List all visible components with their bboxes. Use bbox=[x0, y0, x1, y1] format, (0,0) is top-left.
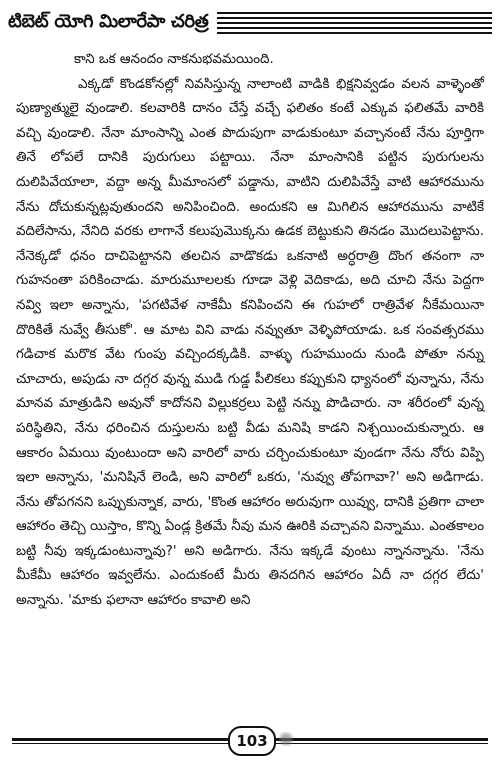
book-title: టిబెట్ యోగి మిలారేపా చరిత్ర bbox=[8, 11, 217, 36]
ornament-icon bbox=[276, 732, 296, 746]
paragraph-2: ఎక్కడో కొండకోనల్లో నివసిస్తున్న నాలాంటి వాడికి భిక్షనివ్వడం వలన వాళ్ళెంతో పుణ్యాత్ములై వుండాలి. కలవారికి దానం చేస్తే వచ్చే ఫలితం కంటే ఎక్కువ ఫలితమే వారికి వచ్చి వుండాలి. నేనా మాంసాన్ని ఎంత పొదుపుగా వాడుకుంటూ వచ్చానంటే నేను పూర్తిగా తినే లోపలే దానికి పురుగులు పట్టాయి. నేనా మాంసానికి పట్టిన పురుగులను దులిపివేయాలా, వద్దా అన్న మీమాంసలో పడ్డాను, వాటిని దులిపివేస్తే వాటి ఆహారమును నేను దోచుకున్నట్లవుతుందని అనిపించింది. అందుకని ఆ మిగిలిన ఆహారమును వాటికే వదిలేసాను, నేనిది వరకు లాగానే కలుపుమొక్కను ఉడక బెట్టుకుని తినడం మొదలుపెట్టాను. నేనెక్కడో ధనం దాచిపెట్టానని తలచిన వాడొకడు ఒకనాటి అర్ధరాత్రి దొంగ తనంగా నా గుహనంతా పరికించాడు. మారుమూలలకు గూడా వెళ్లి వెదికాడు, అది చూచి నేను పెద్దగా నవ్వి ఇలా అన్నాను, 'పగటివేళ నాకేమీ కనిపించని ఈ గుహలో రాత్రివేళ నీకేమయినా దొరికితే నువ్వే తీసుకో'. ఆ మాట విని వాడు నవ్వుతూ వెళ్ళిపోయాడు. ఒక సంవత్సరము గడిచాక మరొక వేట గుంపు వచ్చిందక్కడికి. వాళ్ళు గుహముందు నుండి పోతూ నన్ను చూచారు, అపుడు నా దగ్గర వున్న ముడి గుడ్డ పీలికలు కప్పుకుని ధ్యానంలో వున్నాను, నేను మానవ మాత్రుడిని అవునో కాదోనని విల్లుకర్రలు పెట్టి నన్ను పొడిచారు. నా శరీరంలో వున్న పరిస్థితిని, నేను ధరించిన దుస్తులను బట్టి వీడు మనిషి కాడని నిశ్చయించుకున్నారు. ఆ ఆకారం ఏమయి వుంటుందా అని వారిలో వారు చర్చించుకుంటూ వుండగా నేను నోరు విప్పి ఇలా అన్నాను, 'మనిషినే లెండి, అని వారిలో ఒకరు, 'నువ్వు తోపగావా?' అని అడిగాడు. నేను తోపగనని ఒప్పుకున్నాక, వారు, 'కొంత ఆహారం అరువుగా యివ్వు, దానికి ప్రతిగా చాలా ఆహారం తెచ్చి యిస్తాం, కొన్ని ఏండ్ల క్రితమే నీవు మన ఊరికి వచ్చావని విన్నాము. ఎంతకాలం బట్టి నీవు ఇక్కడుంటున్నావు?' అని అడిగారు. నేను ఇక్కడే వుంటు న్నానన్నాను. 'నేను మీకేమీ ఆహారం ఇవ్వలేను. ఎందుకంటే మీరు తినదగిన ఆహారం ఏదీ నా దగ్గర లేదు' అన్నాను. 'మాకు ఫలానా ఆహారం కావాలి అని bbox=[16, 76, 484, 609]
page-body bbox=[16, 48, 484, 696]
page-number: 103 bbox=[228, 726, 276, 756]
header-rule-lines bbox=[217, 12, 493, 34]
page-footer bbox=[0, 724, 500, 754]
paragraph-1: కాని ఒక ఆనందం నాకనుభవమయింది. bbox=[74, 52, 274, 67]
running-header bbox=[8, 8, 492, 38]
